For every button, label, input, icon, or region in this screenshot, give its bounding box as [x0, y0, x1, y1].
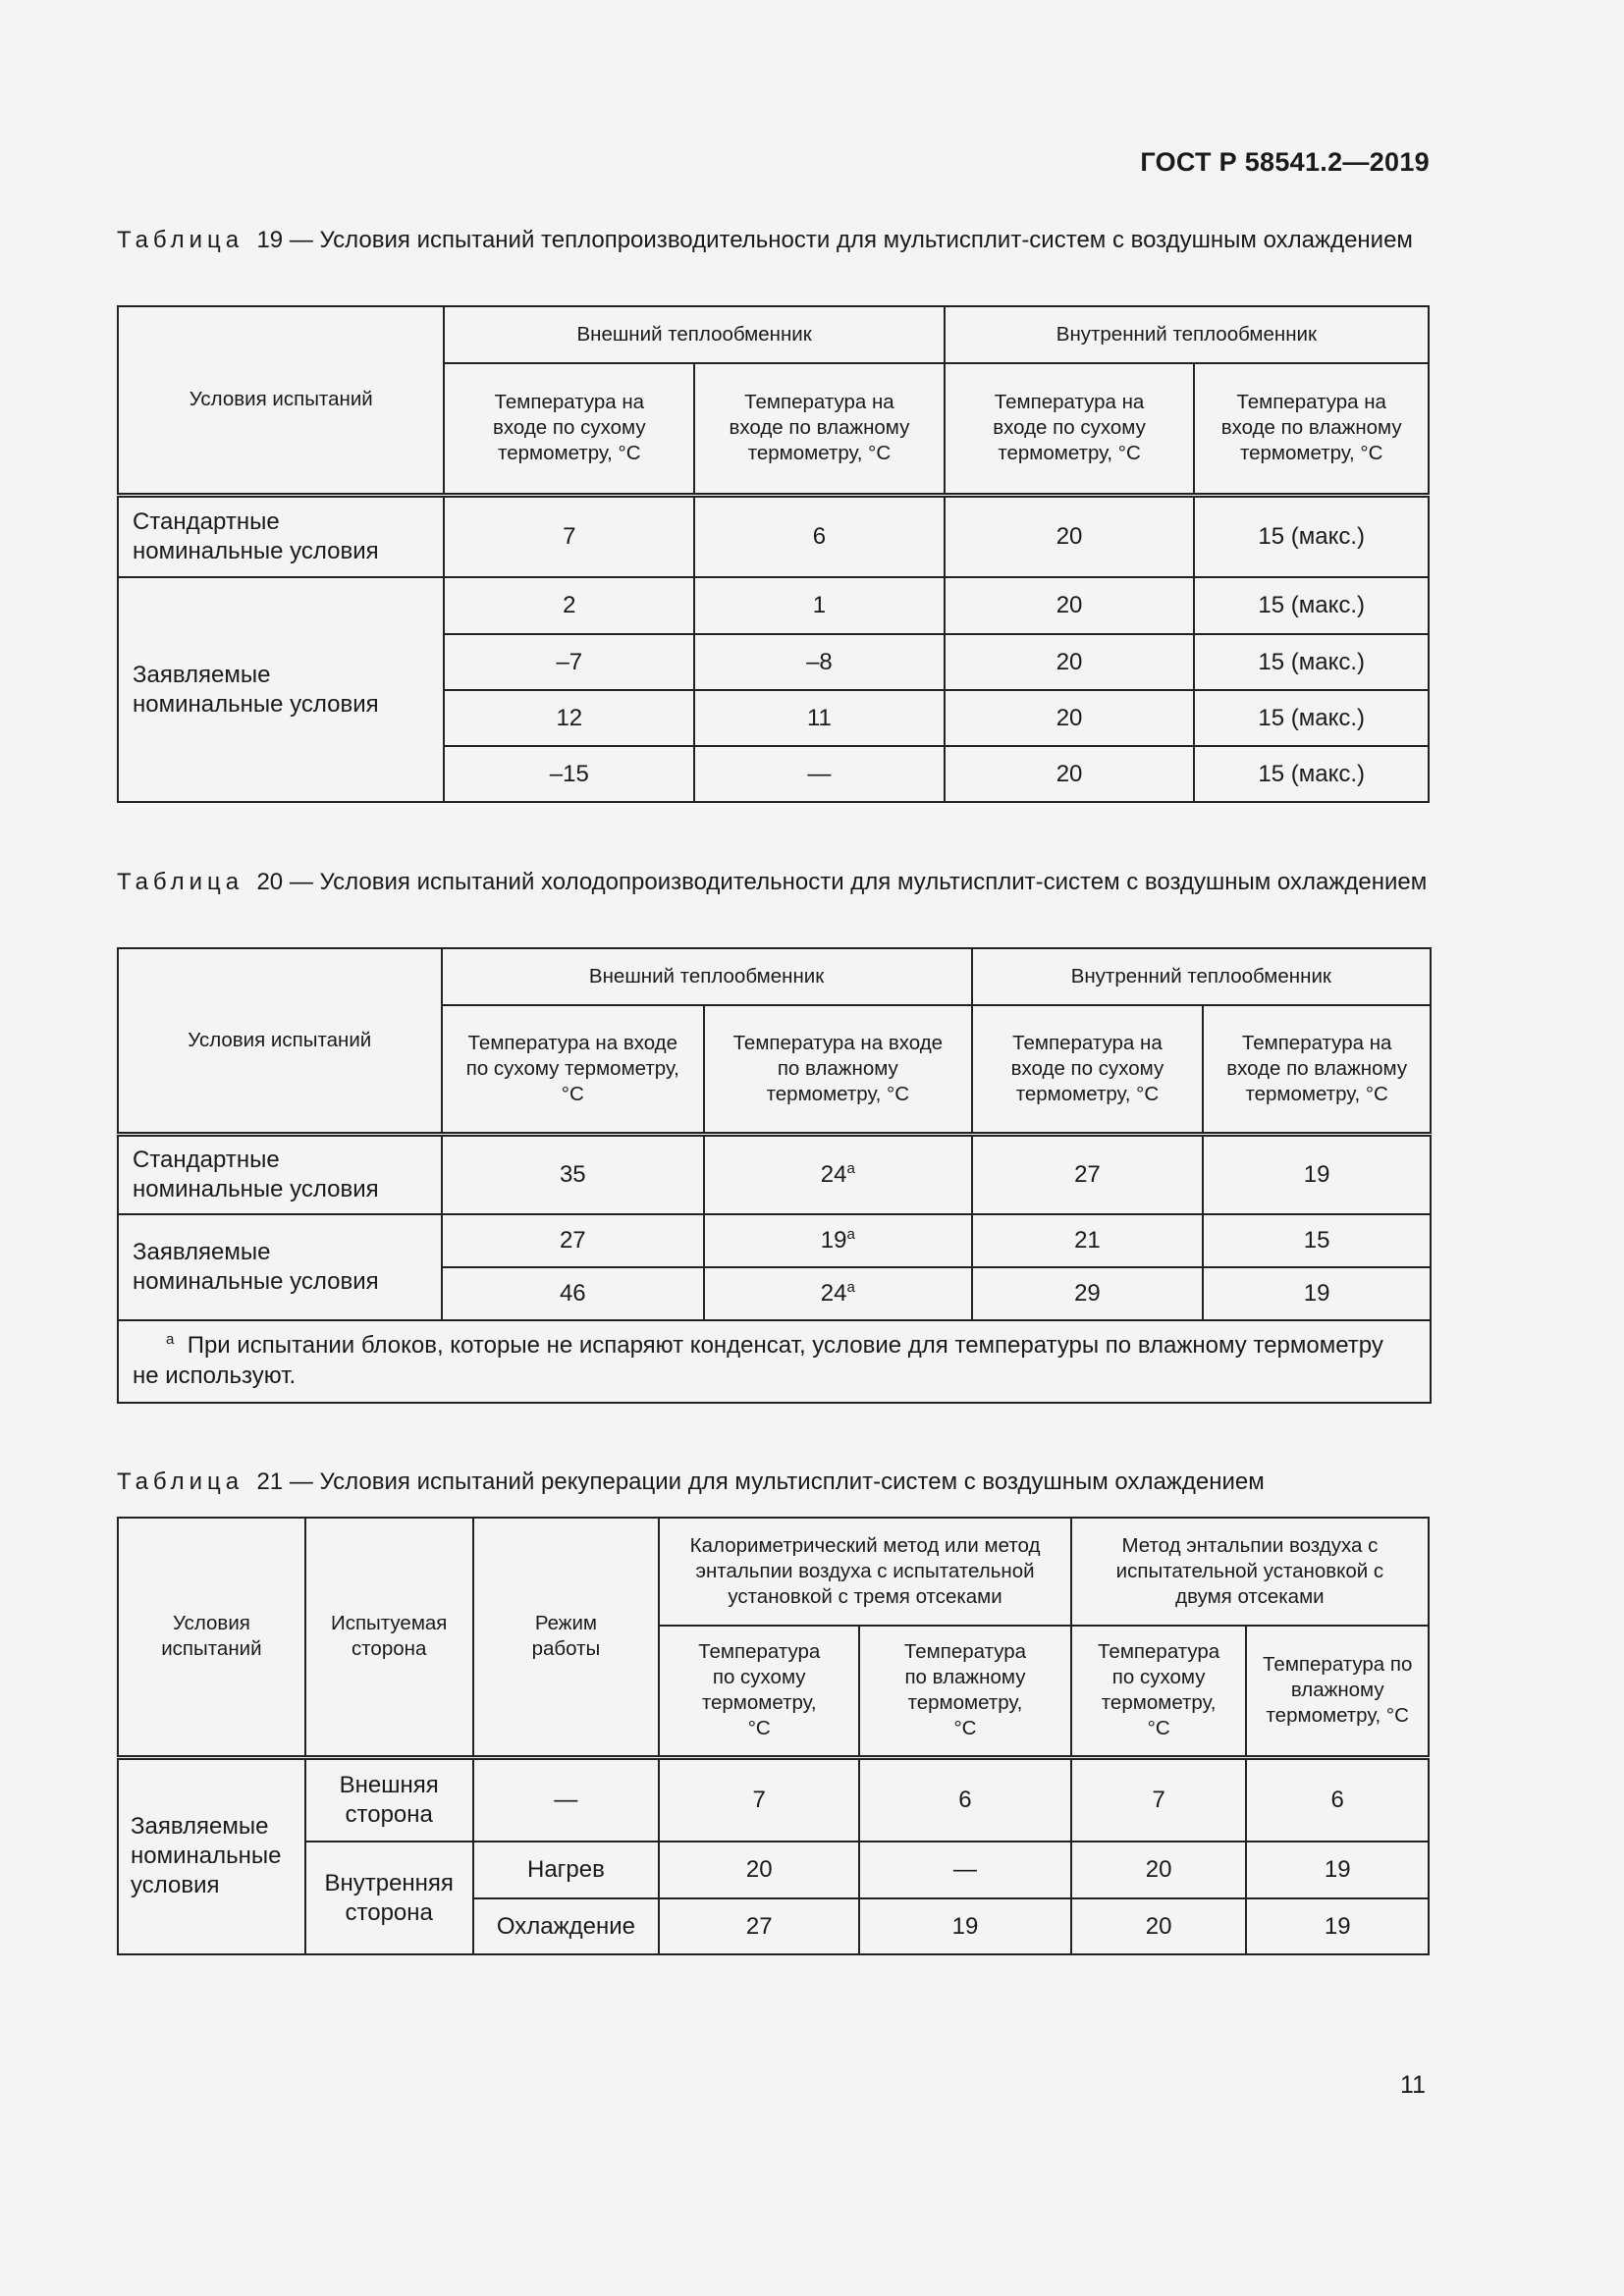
footnote-marker: а [846, 1226, 855, 1243]
standard-number: ГОСТ Р 58541.2—2019 [1140, 147, 1430, 177]
table21-header-cal-dry: Температура по сухому термометру, °С [659, 1626, 859, 1757]
table19-row-declared-label: Заявляемые номинальные условия [118, 577, 444, 802]
table21-header-cal-wet: Температура по влажному термометру, °С [859, 1626, 1071, 1757]
table21-side-outer: Внешняя сторона [305, 1757, 473, 1842]
table20-cell: 46 [442, 1267, 705, 1320]
table21-cell: 20 [1071, 1898, 1247, 1954]
table20-header-conditions: Условия испытаний [118, 948, 442, 1134]
table21-cell: 7 [659, 1757, 859, 1842]
table21 [117, 1517, 1430, 1955]
table19-cell: –8 [694, 634, 945, 690]
table20-header-inner-dry: Температура на входе по сухому термометру, °С [972, 1005, 1204, 1134]
table20-footnote-text: При испытании блоков, которые не испаряют конденсат, условие для температуры по влажному термометру не используют. [133, 1332, 1383, 1389]
table19-cell: 20 [945, 746, 1195, 802]
table20-cell [704, 1214, 972, 1267]
table20-row-standard-label: Стандартные номинальные условия [118, 1134, 442, 1214]
table19-cell: 15 (макс.) [1194, 495, 1429, 577]
table19-header-outer-dry: Температура на входе по сухому термометру, °С [444, 363, 694, 495]
table20-header-outer: Внешний теплообменник [442, 948, 972, 1005]
table19 [117, 305, 1430, 803]
footnote-marker: а [166, 1331, 175, 1348]
table21-cell: 20 [1071, 1842, 1247, 1898]
table21-cell: 6 [1246, 1757, 1429, 1842]
table19-caption-word: Таблица [117, 227, 244, 253]
table-row [118, 1134, 1431, 1214]
table21-caption-text: 21 — Условия испытаний рекуперации для мультисплит-систем с воздушным охлаждением [256, 1468, 1265, 1495]
table20-cell: 21 [972, 1214, 1204, 1267]
table21-mode: Охлаждение [473, 1898, 660, 1954]
table19-row-standard-label: Стандартные номинальные условия [118, 495, 444, 577]
table21-side-inner: Внутренняя сторона [305, 1842, 473, 1954]
footnote-marker: а [846, 1279, 855, 1296]
table19-header-outer-wet: Температура на входе по влажному термометру, °С [694, 363, 945, 495]
table-row [118, 1842, 1429, 1898]
table20-cell: 15 [1203, 1214, 1431, 1267]
page-number: 11 [1400, 2071, 1426, 2099]
table20-cell: 19 [1203, 1267, 1431, 1320]
table19-cell: 15 (макс.) [1194, 690, 1429, 746]
table20-cell-value: 24 [820, 1160, 847, 1188]
table19-header-inner-dry: Температура на входе по сухому термометру, °С [945, 363, 1195, 495]
table20-cell: 29 [972, 1267, 1204, 1320]
table21-cell: 19 [859, 1898, 1071, 1954]
table-row [118, 577, 1429, 634]
table19-cell: 12 [444, 690, 694, 746]
table21-mode: Нагрев [473, 1842, 660, 1898]
table20-header-outer-wet: Температура на входе по влажному термометру, °С [704, 1005, 972, 1134]
table21-cell: 6 [859, 1757, 1071, 1842]
table20-caption [117, 867, 1432, 897]
table21-cell: 19 [1246, 1842, 1429, 1898]
table20-cell: 35 [442, 1134, 705, 1214]
table20-cell [704, 1267, 972, 1320]
table21-cell: 19 [1246, 1898, 1429, 1954]
table19-cell: –15 [444, 746, 694, 802]
table20-cell: 27 [442, 1214, 705, 1267]
table20-caption-word: Таблица [117, 869, 244, 895]
table20-header-inner: Внутренний теплообменник [972, 948, 1431, 1005]
table19-cell: — [694, 746, 945, 802]
table19-cell: 7 [444, 495, 694, 577]
table21-header-enthalpy: Метод энтальпии воздуха с испытательной установкой с двумя отсеками [1071, 1518, 1429, 1626]
table19-cell: 20 [945, 690, 1195, 746]
table19-caption-text: 19 — Условия испытаний теплопроизводительности для мультисплит-систем с воздушным охлаждением [256, 227, 1413, 253]
footnote-marker: а [846, 1159, 855, 1177]
table19-header-outer: Внешний теплообменник [444, 306, 944, 363]
table20-cell-value: 24 [820, 1280, 847, 1307]
table19-cell: –7 [444, 634, 694, 690]
table20-header-inner-wet: Температура на входе по влажному термометру, °С [1203, 1005, 1431, 1134]
table20-cell: 27 [972, 1134, 1204, 1214]
table21-cell: 7 [1071, 1757, 1247, 1842]
table19-cell: 15 (макс.) [1194, 577, 1429, 634]
table19-cell: 11 [694, 690, 945, 746]
table20-cell: 19 [1203, 1134, 1431, 1214]
table20 [117, 947, 1432, 1404]
table21-cell: — [859, 1842, 1071, 1898]
table19-cell: 6 [694, 495, 945, 577]
table-row [118, 1757, 1429, 1842]
table19-caption [117, 225, 1430, 255]
table-row [118, 1214, 1431, 1267]
table19-header-inner-wet: Температура на входе по влажному термометру, °С [1194, 363, 1429, 495]
table-row [118, 495, 1429, 577]
table19-cell: 15 (макс.) [1194, 746, 1429, 802]
table21-header-side: Испытуемая сторона [305, 1518, 473, 1757]
table21-cell: 20 [659, 1842, 859, 1898]
table21-cell: 27 [659, 1898, 859, 1954]
table21-header-mode: Режим работы [473, 1518, 660, 1757]
table21-row-declared-label: Заявляемые номинальные условия [118, 1757, 305, 1954]
table21-header-calorimetric: Калориметрический метод или метод энтальпии воздуха с испытательной установкой с тремя отсеками [659, 1518, 1071, 1626]
table20-caption-text: 20 — Условия испытаний холодопроизводительности для мультисплит-систем с воздушным охлаждением [256, 869, 1428, 895]
table20-row-declared-label: Заявляемые номинальные условия [118, 1214, 442, 1320]
table19-header-conditions: Условия испытаний [118, 306, 444, 495]
table21-header-enth-dry: Температура по сухому термометру, °С [1071, 1626, 1247, 1757]
table19-cell: 15 (макс.) [1194, 634, 1429, 690]
table19-cell: 20 [945, 634, 1195, 690]
table19-cell: 20 [945, 495, 1195, 577]
table19-cell: 2 [444, 577, 694, 634]
table20-cell-value: 19 [820, 1227, 847, 1254]
table20-cell [704, 1134, 972, 1214]
table21-mode: — [473, 1757, 660, 1842]
table19-cell: 1 [694, 577, 945, 634]
table19-header-inner: Внутренний теплообменник [945, 306, 1429, 363]
table20-header-outer-dry: Температура на входе по сухому термометру, °С [442, 1005, 705, 1134]
table19-cell: 20 [945, 577, 1195, 634]
table21-header-conditions: Условия испытаний [118, 1518, 305, 1757]
table20-footnote [118, 1320, 1431, 1403]
table21-header-enth-wet: Температура по влажному термометру, °С [1246, 1626, 1429, 1757]
table21-caption-word: Таблица [117, 1468, 244, 1495]
table21-caption [117, 1467, 1430, 1497]
